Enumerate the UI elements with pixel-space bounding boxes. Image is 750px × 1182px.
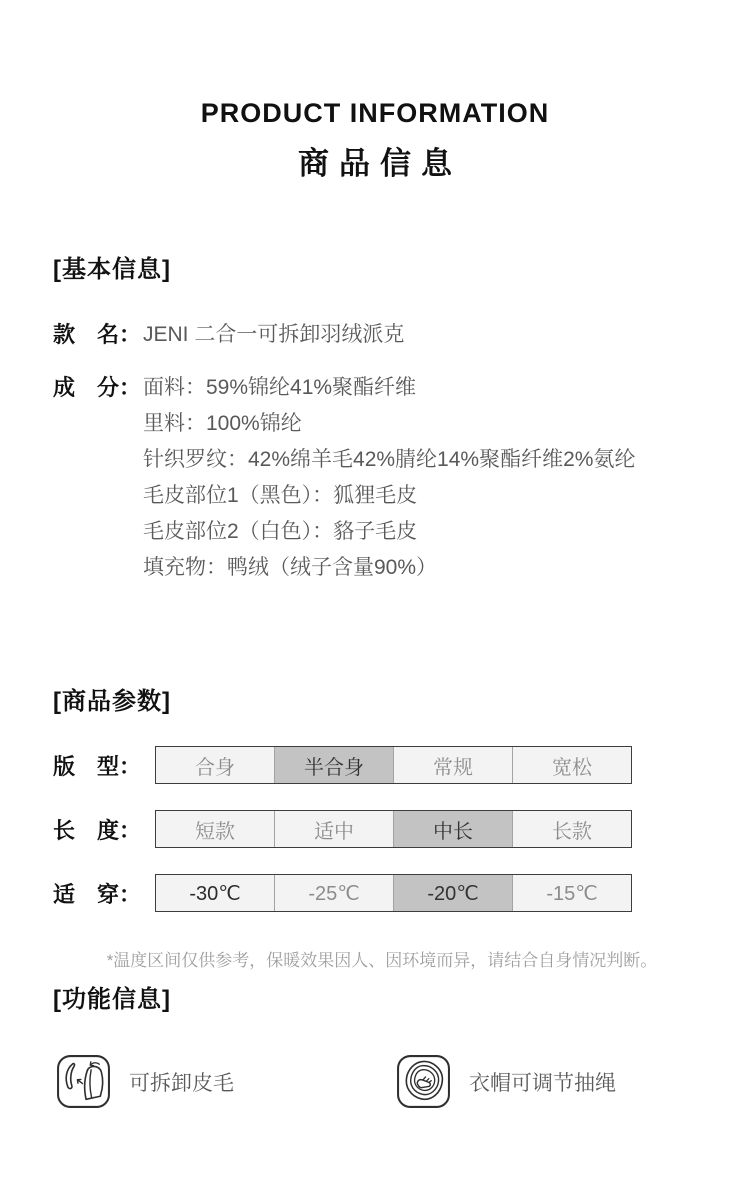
temperature-option-cell-selected: -20℃: [393, 875, 512, 911]
page-header: [0, 98, 750, 183]
features-heading: [功能信息]: [53, 986, 171, 1013]
product-name-label: 款 名：: [53, 322, 142, 347]
page-title-zh: 商品信息: [298, 146, 462, 181]
fit-label: 版 型：: [53, 753, 142, 779]
basic-info-section: [53, 254, 715, 586]
basic-info-heading: [基本信息]: [53, 256, 171, 283]
fit-option-cell: 合身: [195, 756, 235, 779]
detachable-fur-icon: [55, 1053, 112, 1110]
fit-option-cell-selected: 半合身: [274, 747, 393, 783]
composition-line-fur1: 毛皮部位1（黑色）：狐狸毛皮: [143, 484, 418, 507]
temperature-footnote: *温度区间仅供参考，保暖效果因人、因环境而异，请结合自身情况判断。: [106, 951, 658, 970]
features-section: [53, 984, 715, 1113]
length-option-cell-selected: 中长: [393, 811, 512, 847]
temperature-options-table: [155, 874, 632, 912]
length-option-cell: 适中: [274, 811, 393, 847]
fit-option-cell: 宽松: [512, 747, 631, 783]
product-name-row: [53, 320, 715, 350]
composition-line-filling: 填充物：鸭绒（绒子含量90%）: [143, 556, 438, 579]
length-option-cell: 短款: [195, 820, 235, 843]
parameters-section: [53, 686, 715, 938]
length-option-cell: 长款: [512, 811, 631, 847]
length-row: [53, 810, 715, 848]
fit-option-cell: 常规: [393, 747, 512, 783]
fit-row: [53, 746, 715, 784]
composition-line-lining: 里料：100%锦纶: [143, 412, 302, 435]
temperature-option-cell: -25℃: [274, 875, 393, 911]
hood-drawstring-label: 衣帽可调节抽绳: [469, 1071, 616, 1095]
composition-line-fabric: 面料：59%锦纶41%聚酯纤维: [143, 376, 417, 399]
length-options-table: [155, 810, 632, 848]
temperature-option-cell: -30℃: [189, 882, 241, 905]
temperature-option-cell: -15℃: [512, 875, 631, 911]
detachable-fur-label: 可拆卸皮毛: [129, 1071, 234, 1095]
composition-lines: [143, 370, 691, 586]
composition-line-rib: 针织罗纹：42%绵羊毛42%腈纶14%聚酯纤维2%氨纶: [143, 448, 636, 471]
composition-label: 成 分：: [53, 375, 142, 400]
parameter-rows: [53, 746, 715, 912]
composition-line-fur2: 毛皮部位2（白色）：貉子毛皮: [143, 520, 418, 543]
temperature-row: [53, 874, 715, 912]
feature-hood-drawstring: [395, 1053, 616, 1110]
parameters-heading: [商品参数]: [53, 688, 171, 715]
composition-row: [53, 373, 715, 586]
fit-options-table: [155, 746, 632, 784]
product-name-value: JENI 二合一可拆卸羽绒派克: [143, 323, 405, 346]
length-label: 长 度：: [53, 817, 142, 843]
feature-items: [53, 1053, 715, 1113]
temperature-label: 适 穿：: [53, 881, 142, 907]
feature-detachable-fur: [55, 1053, 234, 1110]
page-title-en: PRODUCT INFORMATION: [200, 98, 550, 128]
hood-drawstring-icon: [395, 1053, 452, 1110]
